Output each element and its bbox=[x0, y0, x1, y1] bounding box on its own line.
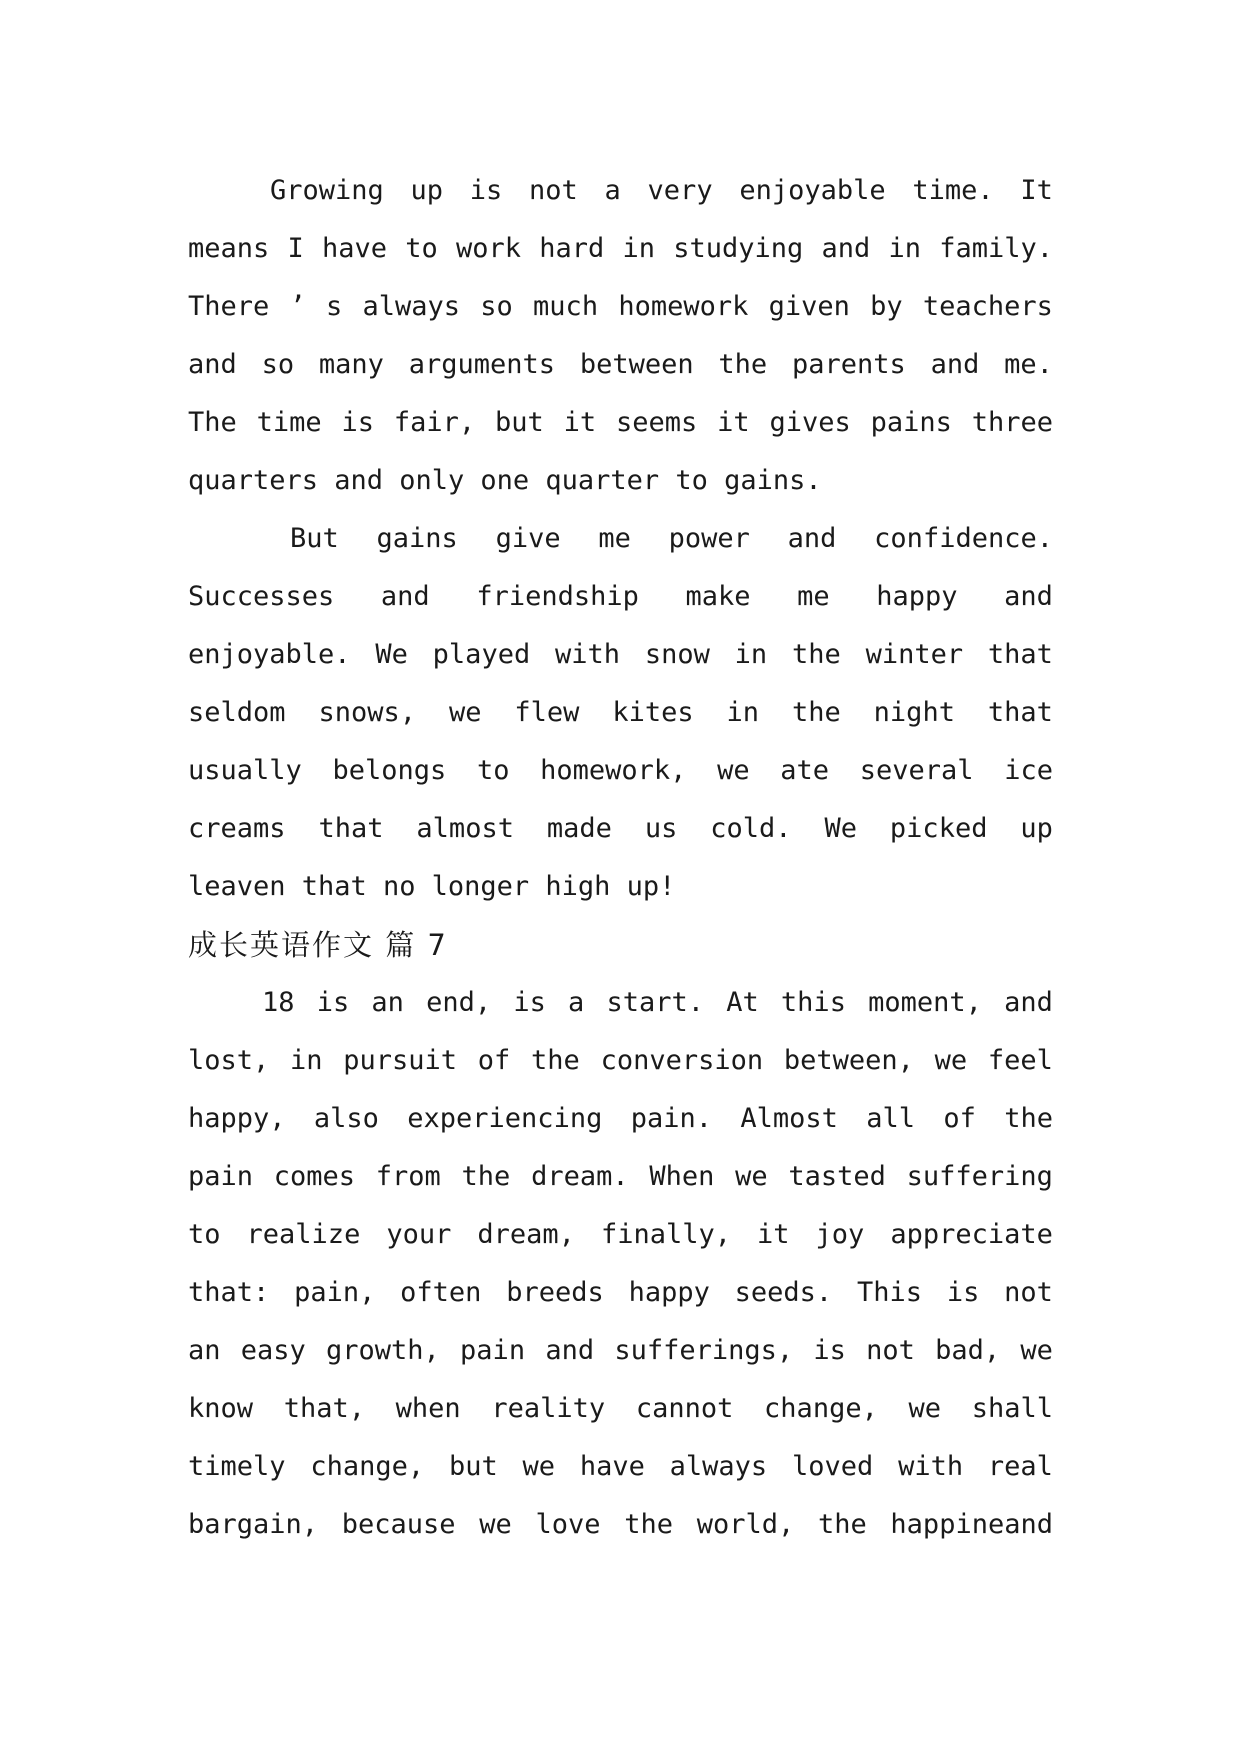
word: pursuit bbox=[343, 1045, 458, 1076]
word: many bbox=[318, 349, 384, 380]
word: world, bbox=[696, 1509, 795, 1540]
word: always bbox=[669, 1451, 768, 1482]
word: reality bbox=[491, 1393, 606, 1424]
word: quarter bbox=[545, 465, 660, 496]
word: and bbox=[334, 465, 384, 496]
word: I bbox=[287, 233, 304, 264]
word: joy bbox=[815, 1219, 865, 1250]
word: because bbox=[341, 1509, 456, 1540]
word: 18 bbox=[262, 987, 295, 1018]
word: we bbox=[448, 697, 482, 728]
text-line bbox=[188, 162, 1053, 220]
word: enjoyable. bbox=[188, 639, 351, 670]
word: seeds. bbox=[734, 1277, 833, 1308]
word: time. bbox=[912, 175, 994, 206]
word: is bbox=[513, 987, 546, 1018]
word: cannot bbox=[635, 1393, 734, 1424]
document-body bbox=[188, 162, 1053, 1554]
text-line bbox=[188, 220, 1053, 278]
word: know bbox=[188, 1393, 254, 1424]
word: when bbox=[395, 1393, 461, 1424]
word: hard bbox=[539, 233, 605, 264]
word: the bbox=[718, 349, 768, 380]
word: given bbox=[768, 291, 850, 322]
text-line bbox=[188, 1380, 1053, 1438]
word: We bbox=[375, 639, 408, 670]
word: happy bbox=[876, 581, 958, 612]
word: parents bbox=[792, 349, 906, 380]
word: the bbox=[791, 697, 841, 728]
word: The bbox=[188, 407, 237, 438]
word: change, bbox=[764, 1393, 878, 1424]
word: we bbox=[934, 1045, 968, 1076]
paragraph-growing-up bbox=[188, 162, 1053, 510]
word: means bbox=[188, 233, 270, 264]
word: is bbox=[469, 175, 503, 206]
word: pain bbox=[188, 1161, 254, 1192]
word: ice bbox=[1004, 755, 1053, 786]
word: we bbox=[735, 1161, 768, 1192]
text-line bbox=[188, 568, 1053, 626]
text-line bbox=[188, 684, 1053, 742]
word: end, bbox=[426, 987, 492, 1018]
word: one bbox=[480, 465, 530, 496]
word: happy, bbox=[188, 1103, 286, 1134]
word: feel bbox=[987, 1045, 1053, 1076]
word: loved bbox=[792, 1451, 874, 1482]
word: enjoyable bbox=[739, 175, 886, 206]
word: easy bbox=[240, 1335, 306, 1366]
word: night bbox=[873, 697, 955, 728]
word: studying bbox=[673, 233, 804, 264]
text-line bbox=[188, 510, 1053, 568]
word: that bbox=[318, 813, 384, 844]
word: love bbox=[535, 1509, 601, 1540]
text-line bbox=[188, 800, 1053, 858]
word: winter bbox=[865, 639, 964, 670]
word: up! bbox=[626, 871, 676, 902]
word: But bbox=[290, 523, 339, 554]
word: and bbox=[545, 1335, 595, 1366]
word: friendship bbox=[476, 581, 639, 612]
text-line bbox=[188, 1148, 1053, 1206]
word: a bbox=[604, 175, 621, 206]
word: finally, bbox=[600, 1219, 731, 1250]
word: in bbox=[888, 233, 921, 264]
word: timely bbox=[188, 1451, 286, 1482]
word: dream. bbox=[531, 1161, 629, 1192]
text-line bbox=[188, 1322, 1053, 1380]
word: between, bbox=[783, 1045, 914, 1076]
word: flew bbox=[514, 697, 580, 728]
word: gives bbox=[769, 407, 851, 438]
word: not bbox=[529, 175, 578, 206]
word: power bbox=[668, 523, 750, 554]
word: much bbox=[533, 291, 599, 322]
word: to bbox=[675, 465, 708, 496]
word: very bbox=[647, 175, 713, 206]
word: an bbox=[371, 987, 404, 1018]
word: in bbox=[734, 639, 768, 670]
word: is bbox=[316, 987, 350, 1018]
word: tasted bbox=[788, 1161, 886, 1192]
word: bad, bbox=[935, 1335, 1001, 1366]
word: longer bbox=[431, 871, 530, 902]
text-line bbox=[188, 452, 1053, 510]
word: it bbox=[717, 407, 750, 438]
word: the bbox=[1004, 1103, 1053, 1134]
word: It bbox=[1020, 175, 1053, 206]
word: moment, bbox=[868, 987, 982, 1018]
word: and bbox=[1004, 987, 1053, 1018]
text-line bbox=[188, 1438, 1053, 1496]
word: homework, bbox=[540, 755, 687, 786]
word: with bbox=[555, 639, 621, 670]
word: that bbox=[301, 871, 367, 902]
word: three bbox=[971, 407, 1053, 438]
word: real bbox=[987, 1451, 1053, 1482]
paragraph-gains bbox=[188, 510, 1053, 916]
word: made bbox=[546, 813, 612, 844]
word: happy bbox=[628, 1277, 710, 1308]
word: This bbox=[857, 1277, 923, 1308]
word: up bbox=[410, 175, 444, 206]
word: kites bbox=[612, 697, 694, 728]
word: start. bbox=[606, 987, 705, 1018]
text-line bbox=[188, 278, 1053, 336]
word: cold. bbox=[710, 813, 792, 844]
word: of bbox=[943, 1103, 976, 1134]
word: experiencing bbox=[407, 1103, 603, 1134]
word: ’ bbox=[289, 291, 306, 322]
text-line bbox=[188, 974, 1053, 1032]
word: fair, bbox=[393, 407, 476, 438]
word: from bbox=[375, 1161, 441, 1192]
word: realize bbox=[246, 1219, 361, 1250]
text-line bbox=[188, 394, 1053, 452]
word: the bbox=[791, 639, 841, 670]
word: the bbox=[624, 1509, 673, 1540]
text-line bbox=[188, 336, 1053, 394]
section-heading: 成长英语作文 篇 7 bbox=[188, 928, 448, 962]
text-line bbox=[188, 1090, 1053, 1148]
word: pain bbox=[460, 1335, 526, 1366]
word: is bbox=[341, 407, 375, 438]
word: quarters bbox=[188, 465, 319, 496]
word: comes bbox=[273, 1161, 356, 1192]
word: family. bbox=[939, 233, 1053, 264]
word: change, bbox=[310, 1451, 425, 1482]
word: time bbox=[256, 407, 322, 438]
word: to bbox=[405, 233, 438, 264]
word: have bbox=[579, 1451, 645, 1482]
word: bargain, bbox=[188, 1509, 319, 1540]
word: us bbox=[644, 813, 678, 844]
word: sufferings, bbox=[614, 1335, 794, 1366]
word: played bbox=[432, 639, 531, 670]
word: and bbox=[188, 349, 237, 380]
word: high bbox=[545, 871, 611, 902]
word: appreciate bbox=[890, 1219, 1053, 1250]
word: snow bbox=[644, 639, 710, 670]
word: give bbox=[495, 523, 561, 554]
text-line bbox=[188, 626, 1053, 684]
word: confidence. bbox=[874, 523, 1053, 554]
word: conversion bbox=[600, 1045, 764, 1076]
word: Growing bbox=[270, 175, 384, 206]
word: seems bbox=[615, 407, 698, 438]
text-line bbox=[188, 858, 1053, 916]
word: and bbox=[821, 233, 871, 264]
word: by bbox=[870, 291, 903, 322]
text-line bbox=[188, 742, 1053, 800]
word: me. bbox=[1004, 349, 1053, 380]
word: make bbox=[685, 581, 751, 612]
word: snows, bbox=[318, 697, 417, 728]
word: work bbox=[455, 233, 521, 264]
word: only bbox=[399, 465, 465, 496]
word: me bbox=[598, 523, 631, 554]
word: and bbox=[787, 523, 837, 554]
word: up bbox=[1020, 813, 1053, 844]
word: and bbox=[380, 581, 430, 612]
word: me bbox=[797, 581, 830, 612]
word: gains bbox=[376, 523, 458, 554]
word: that, bbox=[283, 1393, 365, 1424]
word: pain. bbox=[630, 1103, 712, 1134]
word: is bbox=[946, 1277, 980, 1308]
word: but bbox=[448, 1451, 498, 1482]
word: an bbox=[188, 1335, 221, 1366]
word: creams bbox=[188, 813, 286, 844]
word: s bbox=[326, 291, 343, 322]
word: We bbox=[824, 813, 857, 844]
word: Almost bbox=[740, 1103, 838, 1134]
word: picked bbox=[889, 813, 988, 844]
word: often bbox=[400, 1277, 482, 1308]
text-line bbox=[188, 1264, 1053, 1322]
word: but bbox=[494, 407, 544, 438]
word: breeds bbox=[506, 1277, 604, 1308]
word: your bbox=[386, 1219, 452, 1250]
word: several bbox=[859, 755, 974, 786]
word: seldom bbox=[188, 697, 286, 728]
word: to bbox=[476, 755, 510, 786]
word: always bbox=[362, 291, 461, 322]
word: arguments bbox=[408, 349, 556, 380]
text-line bbox=[188, 1032, 1053, 1090]
word: of bbox=[477, 1045, 511, 1076]
word: between bbox=[579, 349, 694, 380]
paragraph-eighteen bbox=[188, 974, 1053, 1554]
word: so bbox=[261, 349, 295, 380]
word: we bbox=[479, 1509, 512, 1540]
word: growth, bbox=[326, 1335, 440, 1366]
word: At bbox=[726, 987, 759, 1018]
word: with bbox=[898, 1451, 964, 1482]
word: shall bbox=[971, 1393, 1053, 1424]
word: the bbox=[817, 1509, 867, 1540]
word: the bbox=[461, 1161, 511, 1192]
word: that bbox=[987, 639, 1053, 670]
word: not bbox=[1004, 1277, 1053, 1308]
word: have bbox=[321, 233, 388, 264]
word: no bbox=[382, 871, 416, 902]
word: ate bbox=[780, 755, 830, 786]
word: is bbox=[813, 1335, 846, 1366]
word: pains bbox=[870, 407, 952, 438]
word: we bbox=[522, 1451, 556, 1482]
word: pain, bbox=[294, 1277, 376, 1308]
word: usually bbox=[188, 755, 302, 786]
word: the bbox=[531, 1045, 580, 1076]
word: it bbox=[563, 407, 597, 438]
word: all bbox=[866, 1103, 915, 1134]
word: to bbox=[188, 1219, 221, 1250]
word: When bbox=[649, 1161, 715, 1192]
word: that: bbox=[188, 1277, 270, 1308]
word: belongs bbox=[332, 755, 447, 786]
word: this bbox=[780, 987, 846, 1018]
word: that bbox=[987, 697, 1053, 728]
word: gains. bbox=[724, 465, 822, 496]
word: in bbox=[726, 697, 760, 728]
word: we bbox=[1020, 1335, 1053, 1366]
word: in bbox=[290, 1045, 323, 1076]
word: not bbox=[866, 1335, 915, 1366]
word: a bbox=[568, 987, 585, 1018]
word: we bbox=[908, 1393, 942, 1424]
text-line bbox=[188, 1496, 1053, 1554]
word: we bbox=[717, 755, 750, 786]
word: and bbox=[1004, 581, 1053, 612]
word: it bbox=[757, 1219, 790, 1250]
word: in bbox=[622, 233, 655, 264]
word: lost, bbox=[188, 1045, 270, 1076]
word: also bbox=[313, 1103, 379, 1134]
word: suffering bbox=[906, 1161, 1053, 1192]
word: so bbox=[480, 291, 513, 322]
word: and bbox=[930, 349, 980, 380]
word: teachers bbox=[922, 291, 1053, 322]
text-line bbox=[188, 1206, 1053, 1264]
word: dream, bbox=[477, 1219, 575, 1250]
word: homework bbox=[618, 291, 749, 322]
word: Successes bbox=[188, 581, 335, 612]
word: There bbox=[188, 291, 270, 322]
word: happineand bbox=[890, 1509, 1053, 1540]
word: leaven bbox=[188, 871, 286, 902]
word: almost bbox=[416, 813, 514, 844]
